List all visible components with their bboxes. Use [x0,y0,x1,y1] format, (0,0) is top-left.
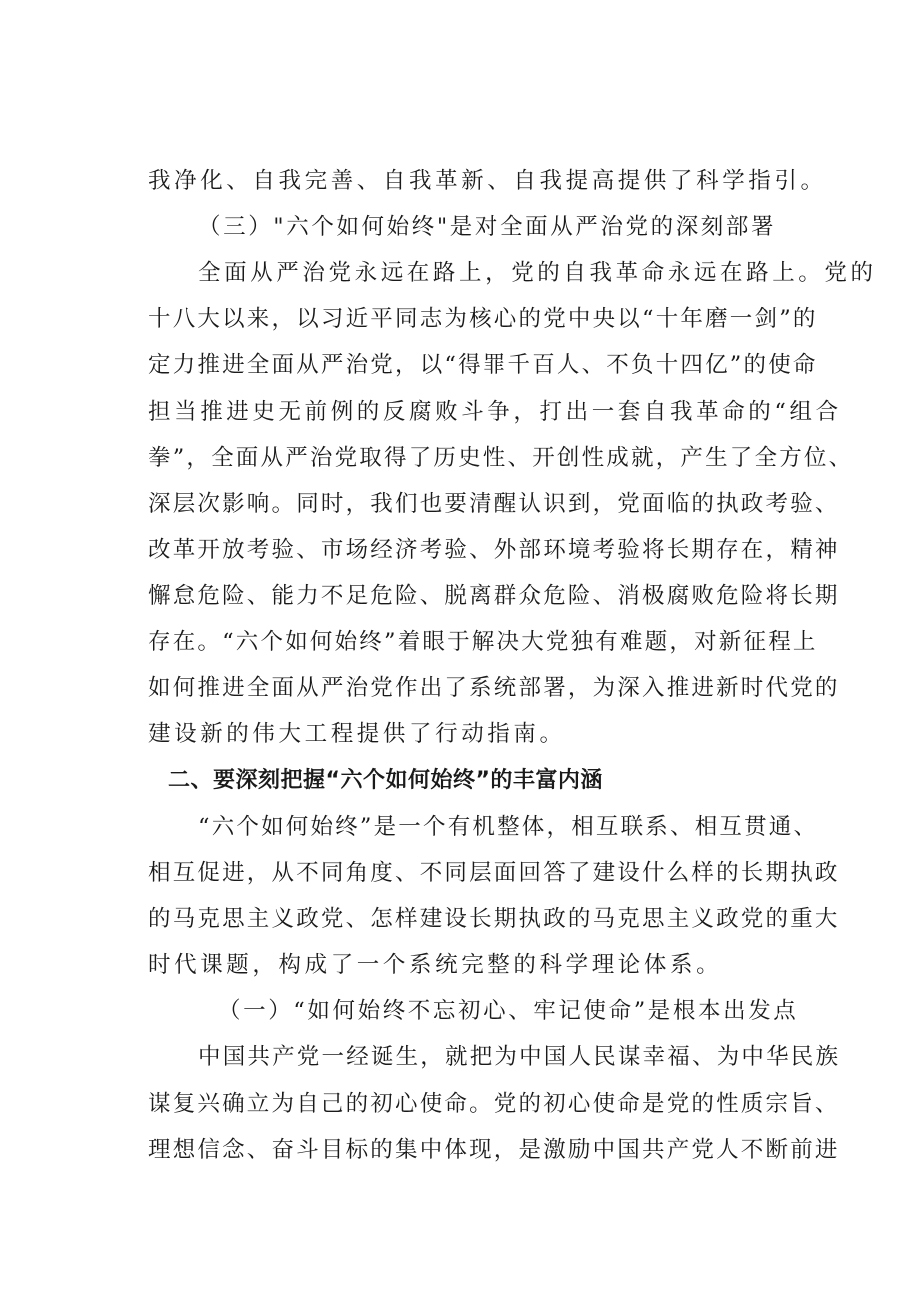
paragraph-line: 如何推进全面从严治党作出了系统部署，为深入推进新时代党的 [148,675,840,701]
paragraph-line: 中国共产党一经诞生，就把为中国人民谋幸福、为中华民族 [198,1044,841,1070]
section-heading-2: 二、要深刻把握“六个如何始终”的丰富内涵 [168,768,603,793]
section-subheading-3: （三）"六个如何始终"是对全面从严治党的深刻部署 [198,214,777,240]
paragraph-line: 定力推进全面从严治党，以“得罪千百人、不负十四亿”的使命 [148,352,818,378]
paragraph-line: 我净化、自我完善、自我革新、自我提高提供了科学指引。 [148,168,827,194]
paragraph-line: 理想信念、奋斗目标的集中体现，是激励中国共产党人不断前进 [148,1137,840,1163]
paragraph-line: 担当推进史无前例的反腐败斗争，打出一套自我革命的“组合 [148,399,842,425]
paragraph-line: 相互促进，从不同角度、不同层面回答了建设什么样的长期执政 [148,860,840,886]
paragraph-line: 建设新的伟大工程提供了行动指南。 [148,721,566,747]
paragraph-line: 十八大以来，以习近平同志为核心的党中央以“十年磨一剑”的 [148,306,818,332]
paragraph-line: 全面从严治党永远在路上，党的自我革命永远在路上。党的 [198,260,877,286]
paragraph-line: 深层次影响。同时，我们也要清醒认识到，党面临的执政考验、 [148,491,840,517]
paragraph-line: 时代课题，构成了一个系统完整的科学理论体系。 [148,952,723,978]
paragraph-line: 的马克思主义政党、怎样建设长期执政的马克思主义政党的重大 [148,906,840,932]
paragraph-line: 拳”，全面从严治党取得了历史性、开创性成就，产生了全方位、 [148,445,854,471]
paragraph-line: 懈怠危险、能力不足危险、脱离群众危险、消极腐败危险将长期 [148,583,840,609]
paragraph-line: 改革开放考验、市场经济考验、外部环境考验将长期存在，精神 [148,537,840,563]
paragraph-line: 存在。“六个如何始终”着眼于解决大党独有难题，对新征程上 [148,629,818,655]
paragraph-line: 谋复兴确立为自己的初心使命。党的初心使命是党的性质宗旨、 [148,1091,840,1117]
section-subheading-1: （一）“如何始终不忘初心、牢记使命”是根本出发点 [218,998,799,1024]
paragraph-line: “六个如何始终”是一个有机整体，相互联系、相互贯通、 [198,814,819,840]
